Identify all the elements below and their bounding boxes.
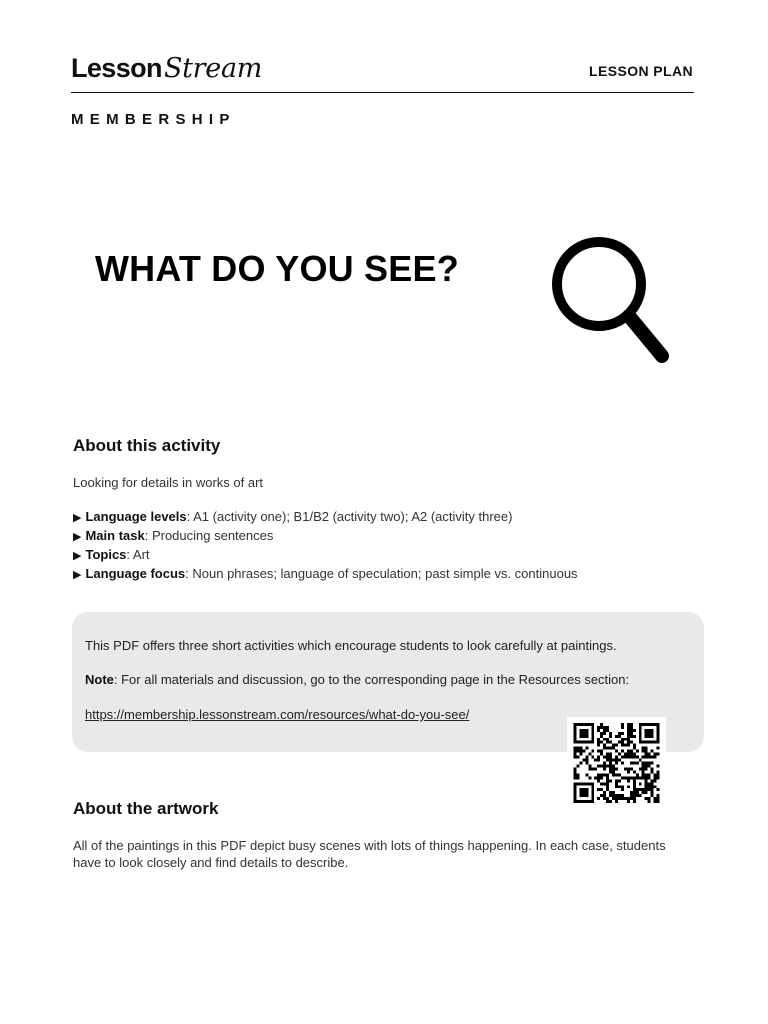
fact-language-focus	[73, 565, 578, 584]
magnifying-glass-icon	[545, 228, 675, 368]
fact-label: Language focus	[85, 566, 186, 581]
bullet-triangle-icon: ▶	[73, 512, 82, 524]
lessonstream-logo	[71, 53, 262, 87]
logo-lesson-text: Lesson	[71, 53, 162, 83]
info-description: This PDF offers three short activities which encourage students to look carefully at paintings.	[85, 638, 617, 653]
fact-topics	[73, 546, 578, 565]
fact-label: Language levels	[85, 509, 187, 524]
activity-facts-list	[73, 508, 578, 584]
logo-stream-text: Stream	[163, 53, 263, 84]
bullet-triangle-icon: ▶	[73, 531, 82, 543]
fact-value: : Art	[126, 547, 150, 562]
membership-label: MEMBERSHIP	[71, 111, 236, 128]
about-activity-heading: About this activity	[73, 436, 221, 455]
fact-label: Main task	[85, 528, 145, 543]
document-type-label: LESSON PLAN	[589, 63, 693, 79]
fact-value: : A1 (activity one); B1/B2 (activity two); A2 (activity three)	[186, 509, 513, 524]
activity-intro: Looking for details in works of art	[73, 475, 264, 490]
fact-label: Topics	[85, 547, 127, 562]
info-note	[85, 672, 629, 687]
page-title: WHAT DO YOU SEE?	[95, 248, 459, 289]
bullet-triangle-icon: ▶	[73, 550, 82, 562]
resources-link[interactable]: https://membership.lessonstream.com/resources/what-do-you-see/	[85, 707, 470, 722]
header-divider	[71, 92, 694, 93]
about-artwork-heading: About the artwork	[73, 799, 219, 818]
qr-code[interactable]	[567, 717, 666, 809]
artwork-description: All of the paintings in this PDF depict busy scenes with lots of things happening. In each case, students have to look closely and find details to describe.	[73, 838, 666, 870]
fact-main-task	[73, 527, 578, 546]
note-text: : For all materials and discussion, go to the corresponding page in the Resources section:	[113, 672, 630, 687]
fact-value: : Producing sentences	[144, 528, 274, 543]
fact-value: : Noun phrases; language of speculation; past simple vs. continuous	[185, 566, 578, 581]
bullet-triangle-icon: ▶	[73, 569, 82, 581]
note-label: Note	[85, 672, 114, 687]
fact-language-levels	[73, 508, 578, 527]
